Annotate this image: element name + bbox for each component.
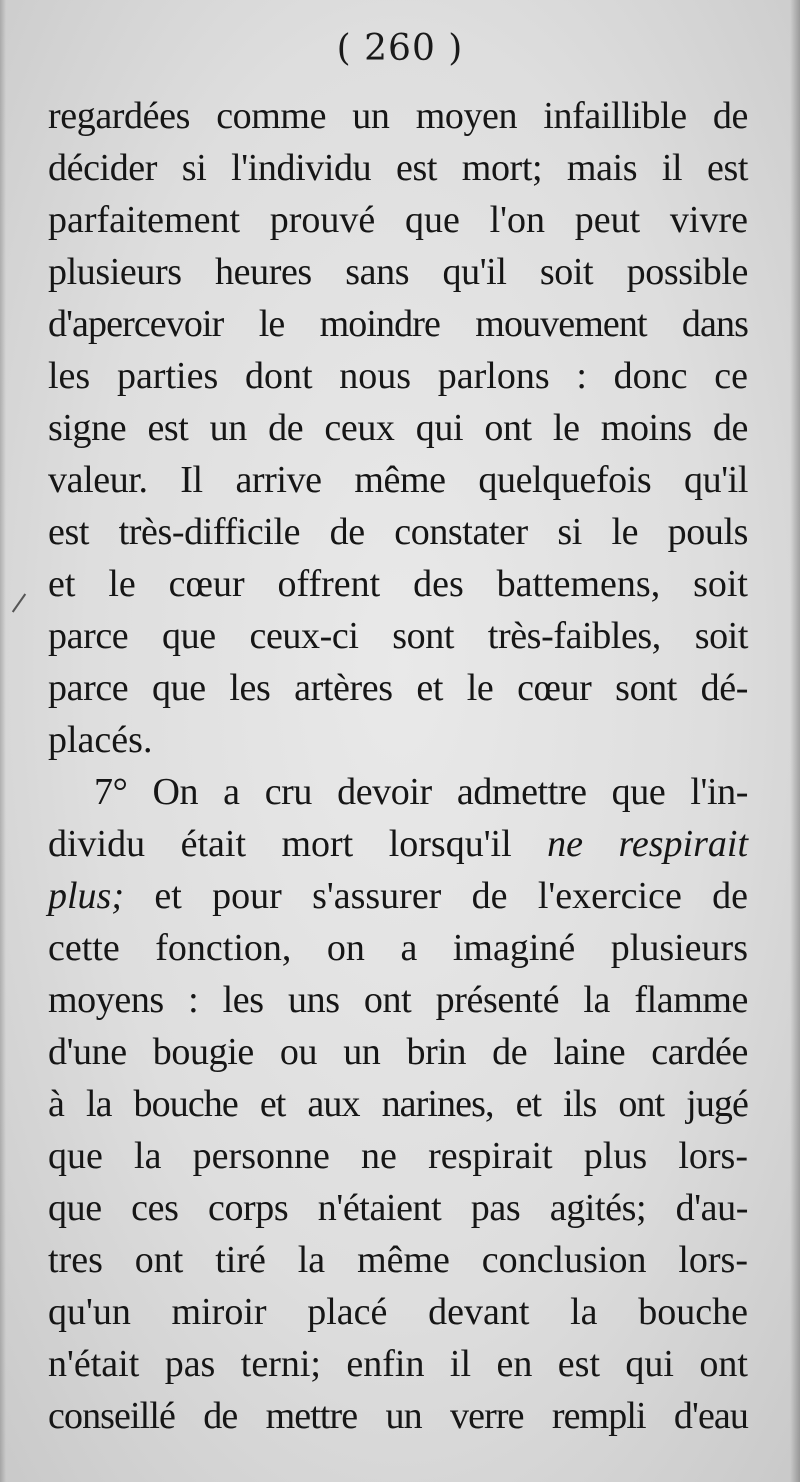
page-number: ( 260 ) xyxy=(336,28,464,69)
text-line: moyens : les uns ont présenté la flamme xyxy=(48,979,748,1021)
text-line: parce que ceux-ci sont très-faibles, soit xyxy=(48,615,748,657)
text-line: d'une bougie ou un brin de laine cardée xyxy=(48,1031,748,1073)
text-line xyxy=(48,870,748,922)
text-segment: et pour s'assurer de l'exercice de xyxy=(154,875,749,917)
margin-mark xyxy=(12,593,26,612)
text-line: plusieurs heures sans qu'il soit possible xyxy=(48,251,748,293)
text-line: à la bouche et aux narines, et ils ont jugé xyxy=(48,1083,748,1125)
text-line: est très-difficile de constater si le pouls xyxy=(48,511,748,553)
text-line: d'apercevoir le moindre mouvement dans xyxy=(48,303,748,345)
text-line xyxy=(48,818,748,870)
text-segment: dividu était mort lorsqu'il xyxy=(48,823,512,865)
page-left-shadow xyxy=(0,0,6,1482)
text-line: valeur. Il arrive même quelquefois qu'il xyxy=(48,459,748,501)
paragraph-start-line: 7° On a cru devoir admettre que l'in- xyxy=(94,771,748,813)
text-line: parce que les artères et le cœur sont dé- xyxy=(48,667,748,709)
text-line: placés. xyxy=(48,719,153,761)
italic-text: ne respirait xyxy=(547,823,749,865)
text-line: tres ont tiré la même conclusion lors- xyxy=(48,1239,748,1281)
text-line: parfaitement prouvé que l'on peut vivre xyxy=(48,199,748,241)
text-line: décider si l'individu est mort; mais il est xyxy=(48,147,748,189)
text-line: et le cœur offrent des battemens, soit xyxy=(48,563,748,605)
text-line: que ces corps n'étaient pas agités; d'au- xyxy=(48,1187,748,1229)
text-line: regardées comme un moyen infaillible de xyxy=(48,95,748,137)
page-right-shadow xyxy=(790,0,800,1482)
text-line: signe est un de ceux qui ont le moins de xyxy=(48,407,748,449)
text-line: conseillé de mettre un verre rempli d'eau xyxy=(48,1395,748,1437)
text-line: qu'un miroir placé devant la bouche xyxy=(48,1291,748,1333)
text-line: que la personne ne respirait plus lors- xyxy=(48,1135,748,1177)
italic-text: plus; xyxy=(48,875,124,917)
text-line: les parties dont nous parlons : donc ce xyxy=(48,355,748,397)
body-text xyxy=(48,90,748,1442)
text-line: n'était pas terni; enfin il en est qui ont xyxy=(48,1343,748,1385)
text-line: cette fonction, on a imaginé plusieurs xyxy=(48,927,748,969)
